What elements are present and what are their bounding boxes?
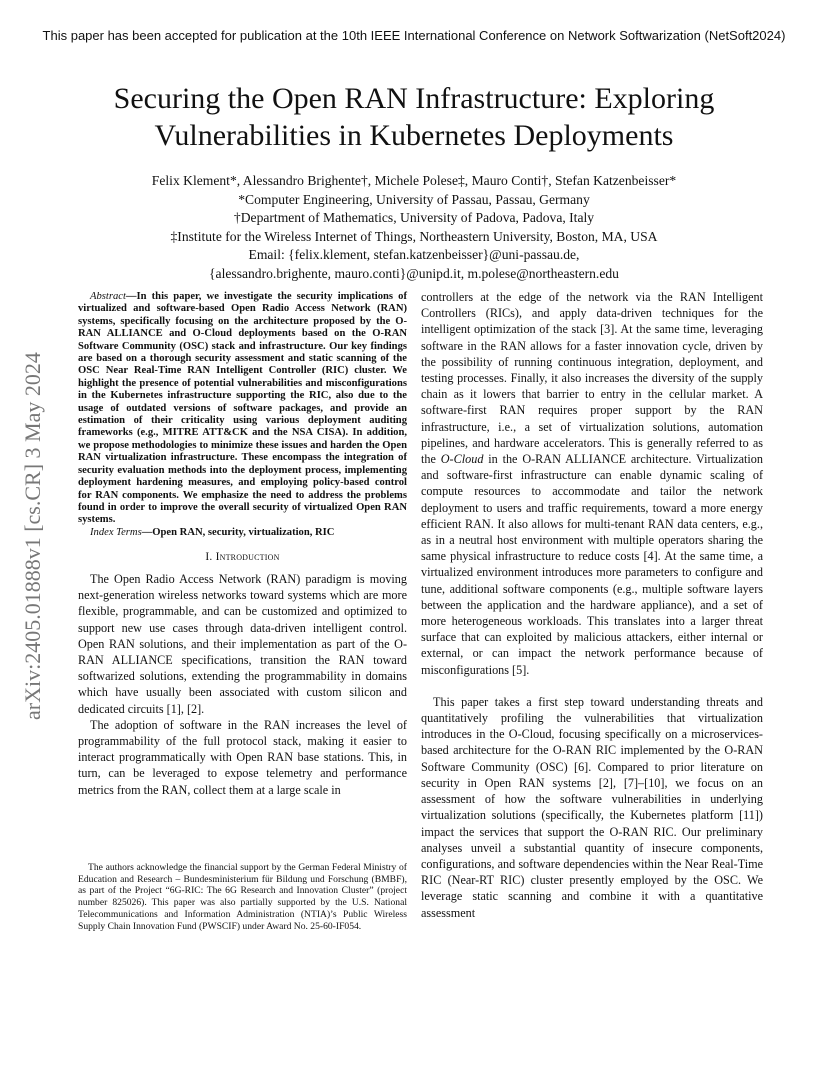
funding-footnote: The authors acknowledge the financial support by the German Federal Ministry of Education and Research – Bundesministerium für Bildung und Forschung (BMBF), as part of the Project “6G-RIC: The 6G Research and Innovation Cluster” (project number 825026). This paper was also partially supported by the U.S. National Telecommunications and Information Administration (NTIA)’s Public Wireless Supply Chain Innovation Fund (PWSCIF) under Award No. 25-60-IF054. [78,862,407,932]
o-cloud-term: O-Cloud [440,452,484,467]
abstract-text: —In this paper, we investigate the security implications of virtualized and software-based Open Radio Access Network (RAN) systems, specifically focusing on the architecture proposed by the O-RAN ALLIANCE and O-Cloud deployments based on the O-RAN Software Community (OSC) stack and infrastructure. Our key findings are based on a thorough security assessment and static scanning of the OSC Near Real-Time RAN Intelligent Controller (RIC) cluster. We highlight the presence of potential vulnerabilities and misconfigurations in the Kubernetes infrastructure supporting the RIC, also due to the usage of outdated versions of software packages, and provide an estimation of their criticality using various deployment auditing frameworks (e.g., MITRE ATT&CK and the NSA CISA). In addition, we propose methodologies to minimize these issues and harden the Open RAN virtualization infrastructure. These encompass the integration of security evaluation methods into the deployment process, implementing deployment hardening measures, and employing policy-based control for RAN components. We emphasize the need to address the problems found in order to improve the overall security of virtualized Open RAN systems. [78,291,407,526]
email-line-2: {alessandro.brighente, mauro.conti}@unipd.it, m.polese@northeastern.edu [209,265,619,281]
intro-paragraph-3 [421,289,763,678]
section-numeral: I. [205,551,216,564]
index-terms-label: Index Terms [90,526,142,538]
right-column [421,289,763,921]
paragraph-text-continued: in the O-RAN ALLIANCE architecture. Virtualization and software-first infrastructure can enable dynamic scaling of compute resources to accommodate and tailor the network deployment to users and traffic requirements, toward a more energy efficient RAN. It also allows for multi-tenant RAN data centers, e.g., as in a neutral host environment with multiple operators sharing the same physical infrastructure to reduce costs [4]. At the same time, a virtualized environment introduces more parameters to configure and tune, additional software components (e.g., multiple software layers between the application and the hardware appliance), and a set of more heterogeneous workloads. This translates into a larger threat surface that can exploited by malicious attackers, either internal or external, or can impact the network performance because of misconfigurations [5]. [421,452,763,677]
author-block [60,172,768,283]
left-column [78,291,407,798]
abstract-label: Abstract [90,291,126,302]
intro-paragraph-4: This paper takes a first step toward understanding threats and quantitatively profiling the vulnerabilities that virtualization introduces in the O-Cloud, focusing specifically on a microservices-based architecture for the O-RAN RIC implemented by the O-RAN Software Community (OSC) [6]. Compared to prior literature on security in Open RAN systems [2], [7]–[10], we focus on an assessment of how the software vulnerabilities in underlying virtualization solutions (specifically, the Kubernetes platform [11]) impact the services that support the O-RAN RIC. Our preliminary analyses unveil a substantial quantity of insecure components, configurations, and software dependencies within the Near Real-Time RIC (Near-RT RIC) cluster presently employed by the OSC. We leverage static scanning and combine it with a quantitative assessment [421,694,763,920]
section-heading-introduction [78,551,407,565]
intro-paragraph-1: The Open Radio Access Network (RAN) paradigm is moving next-generation wireless networks toward systems which are more flexible, programmable, and can be customized and optimized to support new use cases through data-driven intelligent control. Open RAN solutions, and their implementation as part of the O-RAN ALLIANCE specifications, transition the RAN toward softwarized solutions, extending the programmability in domains which have usually been associated with custom silicon and dedicated circuits [1], [2]. [78,572,407,716]
index-terms [78,527,407,539]
paragraph-text: controllers at the edge of the network via the RAN Intelligent Controllers (RICs), and apply data-driven techniques for the intelligent optimization of the stack [3]. At the same time, leveraging software in the RAN allows for a faster innovation cycle, driven by the possibility of running continuous integration, deployment, and testing processes. Finally, it also increases the diversity of the supply chain as it lowers that barrier to entry in the cellular market. A software-first RAN requires proper support by the RAN infrastructure, i.e., a set of virtualization solutions, automation pipelines, and hardware accelerators. This is generally referred to as the [421,290,763,467]
affiliation-passau: *Computer Engineering, University of Passau, Passau, Germany [238,191,590,207]
arxiv-identifier: arXiv:2405.01888v1 [cs.CR] 3 May 2024 [20,352,45,720]
affiliation-northeastern: ‡Institute for the Wireless Internet of Things, Northeastern University, Boston, MA, USA [170,228,658,244]
paper-title: Securing the Open RAN Infrastructure: Exploring Vulnerabilities in Kubernetes Deployments [113,82,715,152]
author-names: Felix Klement*, Alessandro Brighente†, Michele Polese‡, Mauro Conti†, Stefan Katzenbeisser* [151,173,677,188]
abstract [78,291,407,527]
publication-banner: This paper has been accepted for publication at the 10th IEEE International Conference on Network Softwarization (NetSoft2024) [42,28,786,43]
index-terms-text: —Open RAN, security, virtualization, RIC [141,526,335,538]
email-line-1: Email: {felix.klement, stefan.katzenbeisser}@uni-passau.de, [248,247,580,262]
affiliation-padova: †Department of Mathematics, University of Padova, Padova, Italy [233,210,595,225]
intro-paragraph-2: The adoption of software in the RAN increases the level of programmability of the full protocol stack, making it easier to interact programmatically with Open RAN base stations. This, in turn, can be leveraged to expose telemetry and performance metrics from the RAN, collect them at a large scale in [78,717,407,797]
section-title: Introduction [215,551,280,564]
